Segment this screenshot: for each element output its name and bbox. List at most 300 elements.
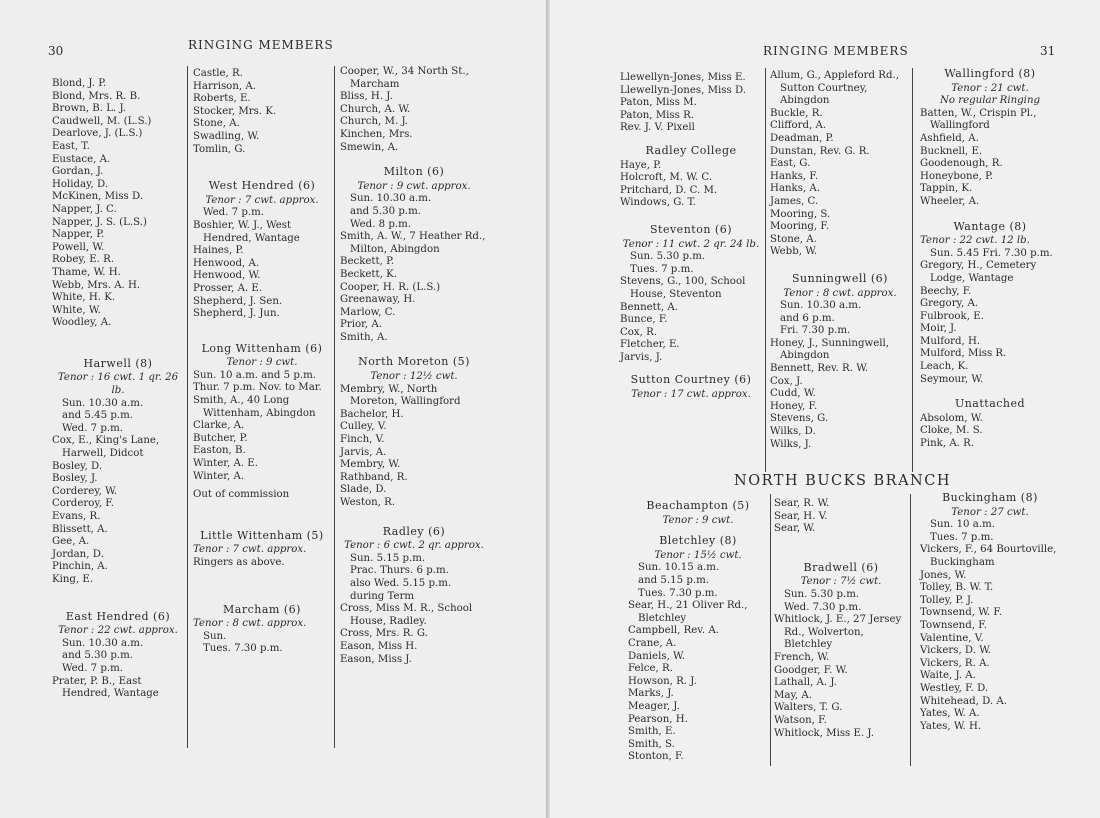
member-entry: Gordan, J. [52,166,104,178]
service-times [920,519,1060,544]
member-entry: Stone, A. [770,233,817,245]
member-entry: Goodger, F. W. [774,664,848,676]
tower-unattached [920,398,1060,450]
member-entry: Roberts, E. [193,93,251,105]
member-entry: Marks, J. [628,688,674,700]
member-entry: Yates, W. H. [920,720,982,732]
member-entry: Gregory, H., Cemetery Lodge, Wantage [920,260,1037,284]
tower-title: Steventon (6) [650,222,732,236]
service-time: Tues. 7.30 p.m. [203,643,283,655]
member-list [340,603,488,666]
member-entry: Rev. J. V. Pixell [620,122,695,134]
member-entry: Vickers, F., 64 Bourtoville, Buckingham [920,544,1057,568]
member-entry: Cooper, H. R. (L.S.) [340,281,441,293]
member-entry: Pinchin, A. [52,561,108,573]
member-entry: Harrison, A. [193,80,256,92]
member-entry: Marlow, C. [340,306,396,318]
member-entry: Swadling, W. [193,130,260,142]
member-entry: Napper, J. C. [52,203,117,215]
branch-column-3 [920,492,1060,733]
service-times [770,300,910,338]
member-list [770,338,910,451]
member-entry: Crane, A. [628,637,677,649]
member-entry: Allum, G., Appleford Rd., Sutton Courtney, Abingdon [770,70,899,107]
service-time: Sun. 5.30 p.m. [784,588,860,600]
member-entry: Blond, Mrs. R. B. [52,90,141,102]
member-entry: Smith, E. [628,726,676,738]
service-time: Prac. Thurs. 6 p.m. [350,565,449,577]
member-entry: Cross, Miss M. R., School House, Radley. [340,603,473,627]
tower-bradwell [774,562,908,740]
tenor-info: Tenor : 7½ cwt. [800,576,882,588]
member-list [340,66,488,154]
member-entry: Smith, A. W., 7 Heather Rd., Milton, Abingdon [340,231,486,255]
member-entry: Tomlin, G. [193,143,246,155]
service-time: and 5.30 p.m. [350,205,421,217]
branch-title: NORTH BUCKS BRANCH [734,473,951,489]
member-entry: Henwood, A. [193,257,260,269]
member-entry: Tappin, K. [920,183,973,195]
tower-buckingham [920,492,1060,733]
service-time: Wed. 8 p.m. [350,218,412,230]
member-entry: Watson, F. [774,714,827,726]
service-time: and 5.45 p.m. [62,410,133,422]
service-time: Sun. 5.15 p.m. [350,552,426,564]
member-entry: Stone, A. [193,118,240,130]
tenor-info: Tenor : 27 cwt. [951,506,1029,518]
member-entry: Smith, S. [628,738,675,750]
branch-column-2 [774,498,908,740]
member-entry: Windows, G. T. [620,197,696,209]
member-entry: Mooring, S. [770,208,831,220]
page-number: 31 [1040,44,1056,58]
tenor-info: Tenor : 22 cwt. 12 lb. [920,235,1030,247]
branch-column-1 [628,500,768,764]
member-entry: Sear, H. V. [774,510,828,522]
member-entry: Evans, R. [52,511,101,522]
service-time: Tues. 7.30 p.m. [638,587,718,599]
member-entry: Beckett, P. [340,256,395,268]
tower-title: East Hendred (6) [65,609,171,623]
member-entry: Cox, J. [770,375,803,387]
member-entry: Stevens, G., 100, School House, Steventon [620,276,746,300]
service-time: Sun. 10.30 a.m. [780,300,862,312]
tower-marcham [193,604,331,656]
member-entry: Powell, W. [52,241,105,253]
column-rule [187,66,188,748]
member-entry: Kinchen, Mrs. [340,128,413,140]
member-entry: Pearson, H. [628,713,688,725]
member-entry: Clarke, A. [193,420,245,432]
column-2 [770,70,910,451]
member-entry: East, T. [52,140,90,152]
service-times [920,248,1060,261]
member-entry: Howson, R. J. [628,675,697,687]
member-entry: Cloke, M. S. [920,425,983,437]
member-entry: Mooring, F. [770,221,830,233]
member-list [193,68,331,156]
member-entry: Henwood, W. [193,270,261,282]
service-time: Fri. 7.30 p.m. [780,325,851,337]
tower-wallingford [920,68,1060,209]
service-time: Wed. 7 p.m. [62,662,124,674]
service-time: Sun. 10.30 a.m. [62,637,144,649]
member-entry: Castle, R. [193,68,243,79]
tower-title: Harwell (8) [83,356,153,370]
member-entry: Whitlock, J. E., 27 Jersey Rd., Wolverton, Bletchley [774,614,902,651]
member-entry: Smith, A. [340,331,388,343]
member-list [340,384,488,510]
member-entry: Easton, B. [193,445,246,457]
member-entry: Corderey, W. [52,485,118,497]
tower-title: Sunningwell (6) [792,271,888,285]
tenor-info: Tenor : 9 cwt. [662,514,734,526]
member-entry: Beckett, K. [340,268,397,280]
member-entry: Prosser, A. E. [193,282,263,294]
member-entry: Cooper, W., 34 North St., Marcham [340,66,469,90]
member-entry: Dunstan, Rev. G. R. [770,145,870,157]
tenor-info: Tenor : 11 cwt. 2 qr. 24 lb. [622,238,760,250]
member-entry: Bennett, A. [620,301,678,313]
member-entry: Felce, R. [628,663,673,675]
tenor-info: Tenor : 9 cwt. approx. [357,180,471,192]
member-entry: Moir, J. [920,323,957,335]
member-entry: Wilks, J. [770,438,812,450]
member-entry: Sear, R. W. [774,498,830,509]
tower-title: Buckingham (8) [942,491,1038,504]
tenor-info: Tenor : 6 cwt. 2 qr. approx. [344,540,484,552]
service-time: also Wed. 5.15 p.m. [350,577,452,589]
service-time: Sun. 10 a.m. [930,519,995,531]
member-entry: Walters, T. G. [774,702,843,714]
column-3 [340,66,488,666]
member-entry: Whitlock, Miss E. J. [774,727,874,739]
member-entry: Paton, Miss M. [620,97,697,109]
member-entry: Cudd, W. [770,388,816,400]
tenor-info: Tenor : 15½ cwt. [654,549,742,561]
tower-sutton-courtney [620,374,762,401]
member-entry: Wheeler, A. [920,195,980,207]
member-list [340,231,488,344]
member-entry: Stocker, Mrs. K. [193,105,277,117]
tower-title: Wantage (8) [953,219,1027,233]
tower-radley-college [620,145,762,210]
member-entry: Batten, W., Crispin Pl., Wallingford [920,107,1037,132]
member-entry: Haye, P. [620,159,662,171]
service-time: Tues. 7 p.m. [630,263,694,275]
member-entry: Llewellyn-Jones, Miss E. [620,72,746,83]
tower-title: Radley College [645,143,737,157]
member-entry: Campbell, Rev. A. [628,625,719,637]
service-time: Wed. 7.30 p.m. [784,601,862,613]
member-entry: Jarvis, J. [620,351,663,363]
member-entry: Townsend, W. F. [920,607,1003,619]
member-entry: Westley, F. D. [920,682,989,694]
tower-beachampton [628,500,768,527]
member-list [52,676,184,701]
member-entry: Napper, J. S. (L.S.) [52,216,147,228]
member-entry: Bennett, Rev. R. W. [770,363,869,375]
member-entry: Haines, P. [193,245,244,257]
member-entry: Stevens, G. [770,413,829,425]
tower-title: Milton (6) [383,165,445,179]
member-entry: French, W. [774,651,830,663]
service-time: Sun. 5.45 Fri. 7.30 p.m. [930,247,1053,259]
member-entry: Bosley, D. [52,460,103,472]
member-entry: Membry, W., North Moreton, Wallingford [340,383,461,408]
left-page [0,0,546,818]
member-entry: Prater, P. B., East Hendred, Wantage [52,675,159,700]
member-entry: Absolom, W. [920,412,983,424]
member-entry: Jarvis, A. [340,446,387,458]
service-times [340,193,488,231]
member-entry: Smewin, A. [340,141,399,153]
member-entry: East, G. [770,158,811,170]
member-entry: McKinen, Miss D. [52,191,144,203]
service-times [774,589,908,614]
member-entry: Meager, J. [628,700,680,712]
member-entry: Greenaway, H. [340,294,416,306]
member-list [628,600,768,764]
column-1 [52,78,184,701]
member-entry: Yates, W. A. [920,708,980,720]
member-list [620,160,762,210]
member-entry: Jones, W. [920,569,967,581]
tower-title: Wallingford (8) [944,67,1036,80]
member-entry: Holcroft, M. W. C. [620,172,713,184]
tenor-info: Tenor : 16 cwt. 1 qr. 26 lb. [57,372,179,397]
service-time: Sun. 10.30 a.m. [62,397,144,409]
member-entry: Cox, R. [620,326,658,338]
member-entry: Fulbrook, E. [920,310,984,322]
tower-west-hendred [193,180,331,321]
column-rule [910,494,911,766]
member-entry: Bunce, F. [620,314,668,326]
member-entry: Goodenough, R. [920,158,1003,170]
member-entry: Fletcher, E. [620,339,680,351]
tower-title: Little Wittenham (5) [200,528,324,542]
member-entry: Weston, R. [340,497,396,508]
member-entry: Sear, W. [774,523,816,535]
member-list [774,614,908,740]
tenor-info: Tenor : 8 cwt. approx. [783,287,897,299]
member-list [920,413,1060,451]
tenor-info: Tenor : 7 cwt. approx. [193,544,307,556]
member-entry: Membry, W. [340,459,401,471]
service-time: Sun. 10.15 a.m. [638,562,720,574]
service-times [52,398,184,436]
service-time: and 5.30 p.m. [62,650,133,662]
member-entry: Buckle, R. [770,107,823,119]
tower-title: Bletchley (8) [659,534,737,548]
member-entry: James, C. [770,195,819,207]
member-entry: Wilks, D. [770,426,816,438]
member-entry: Tolley, P. J. [920,594,974,606]
member-entry: Winter, A. [193,470,245,482]
member-entry: Cross, Mrs. R. G. [340,628,428,640]
member-entry: Shepherd, J. Sen. [193,295,283,307]
tower-title: Long Wittenham (6) [201,341,323,355]
tower-title: Radley (6) [382,524,446,538]
member-entry: Brown, B. L. J. [52,103,126,115]
tenor-info: Tenor : 21 cwt. [951,82,1029,94]
member-entry: Llewellyn-Jones, Miss D. [620,84,747,96]
member-entry: Boshier, W. J., West Hendred, Wantage [193,219,300,244]
member-entry: Bosley, J. [52,473,98,485]
service-times [193,631,331,656]
member-entry: Beechy, F. [920,285,972,297]
tower-long-wittenham [193,343,331,502]
tower-title: Marcham (6) [223,602,301,616]
column-2 [193,68,331,656]
member-entry: Eustace, A. [52,153,111,165]
member-list [770,70,910,259]
member-entry: Jordan, D. [52,548,104,560]
tower-east-hendred [52,611,184,701]
member-list [620,72,762,135]
member-entry: Honeybone, P. [920,170,994,182]
tower-title: North Moreton (5) [358,355,470,369]
tenor-info: Tenor : 17 cwt. approx. [631,389,751,401]
service-time: and 5.15 p.m. [638,574,709,586]
tenor-info: Tenor : 22 cwt. approx. [58,625,178,637]
tower-harwell [52,358,184,587]
member-entry: Church, M. J. [340,116,408,128]
member-entry: Seymour, W. [920,373,984,385]
column-rule [770,494,771,766]
member-entry: Shepherd, J. Jun. [193,308,280,320]
service-times [193,370,331,395]
member-entry: Church, A. W. [340,103,411,115]
member-entry: Clifford, A. [770,120,827,132]
member-entry: Mulford, H. [920,335,981,347]
member-entry: Sear, H., 21 Oliver Rd., Bletchley [628,600,748,624]
member-entry: Prior, A. [340,319,382,331]
member-entry: Mulford, Miss R. [920,348,1007,360]
member-list [52,78,184,330]
member-list [774,498,908,536]
tower-little-wittenham [193,530,331,570]
member-entry: Cox, E., King's Lane, Harwell, Didcot [52,435,160,460]
tower-radley [340,526,488,667]
member-entry: Blissett, A. [52,523,108,535]
member-entry: Eason, Miss J. [340,653,412,665]
member-entry: Paton, Miss R. [620,109,695,121]
column-rule [334,66,335,748]
member-entry: Honey, J., Sunningwell, Abingdon [770,337,889,362]
tower-title: Beachampton (5) [646,499,750,512]
service-times [340,553,488,603]
service-time: Wed. 7 p.m. [62,422,124,434]
service-time: during Term [350,590,415,602]
member-entry: Valentine, V. [920,632,984,644]
tower-steventon [620,224,762,365]
member-entry: Webb, Mrs. A. H. [52,279,141,291]
member-entry: Vickers, R. A. [920,657,990,669]
member-list [920,260,1060,386]
member-entry: Webb, W. [770,246,818,258]
tower-sunningwell [770,273,910,451]
member-entry: Pritchard, D. C. M. [620,184,718,196]
member-entry: Hanks, F. [770,170,819,182]
member-entry: Leach, K. [920,361,969,373]
member-entry: Bachelor, H. [340,408,404,420]
member-entry: Slade, D. [340,484,387,496]
member-entry: Robey, E. R. [52,254,115,266]
service-time: Sun. 5.30 p.m. [630,251,706,263]
member-entry: White, H. K. [52,292,116,304]
member-entry: Dearlove, J. (L.S.) [52,128,143,140]
member-entry: Holiday, D. [52,178,109,190]
member-entry: Eason, Miss H. [340,640,418,652]
member-entry: May, A. [774,689,812,701]
member-entry: Corderoy, F. [52,498,114,510]
tenor-info: Tenor : 12½ cwt. [370,371,458,383]
service-time: Wed. 7 p.m. [203,207,265,219]
service-time: and 6 p.m. [780,312,835,324]
member-entry: Ashfield, A. [920,132,979,144]
member-entry: Honey, F. [770,400,818,412]
service-time: Sun. [203,630,227,642]
member-entry: Gee, A. [52,536,90,548]
member-list [193,395,331,483]
member-entry: Rathband, R. [340,471,408,483]
tenor-info: Tenor : 7 cwt. approx. [205,194,319,206]
running-header: RINGING MEMBERS [188,38,334,52]
service-times [620,251,762,276]
tower-title: Sutton Courtney (6) [630,373,752,387]
member-list [920,108,1060,209]
member-entry: Culley, V. [340,421,387,433]
tenor-info: Tenor : 9 cwt. [226,357,298,369]
column-1 [620,72,762,402]
column-rule [912,68,913,472]
tower-wantage [920,221,1060,387]
member-entry: Winter, A. E. [193,458,258,470]
right-page [550,0,1100,818]
running-header: RINGING MEMBERS [763,44,909,58]
status-note: No regular Ringing [939,95,1041,107]
tower-milton [340,166,488,344]
member-entry: Deadman, P. [770,132,834,144]
member-entry: Bliss, H. J. [340,91,393,103]
member-entry: Gregory, A. [920,298,979,310]
member-entry: Bucknell, E. [920,145,983,157]
member-entry: Lathall, A. J. [774,677,837,689]
member-entry: Whitehead, D. A. [920,695,1007,707]
member-list [920,544,1060,733]
service-time: Sun. 10 a.m. and 5 p.m. [193,369,317,381]
member-entry: Vickers, D. W. [920,645,992,657]
member-entry: Caudwell, M. (L.S.) [52,115,152,127]
member-entry: Tolley, B. W. T. [920,582,994,594]
member-entry: Stonton, F. [628,751,684,763]
page-number: 30 [48,44,64,58]
member-entry: Woodley, A. [52,317,112,329]
service-time: Thur. 7 p.m. Nov. to Mar. [193,382,322,394]
member-entry: Butcher, P. [193,432,248,444]
member-entry: Thame, W. H. [52,266,121,278]
service-time: Tues. 7 p.m. [930,531,994,543]
member-entry: Pink, A. R. [920,438,975,450]
member-entry: White, W. [52,304,101,316]
member-list [620,276,762,364]
column-rule [765,68,766,472]
member-entry: Blond, J. P. [52,78,107,89]
member-entry: Townsend, F. [920,619,987,631]
member-list [52,435,184,586]
service-time: Sun. 10.30 a.m. [350,193,432,205]
